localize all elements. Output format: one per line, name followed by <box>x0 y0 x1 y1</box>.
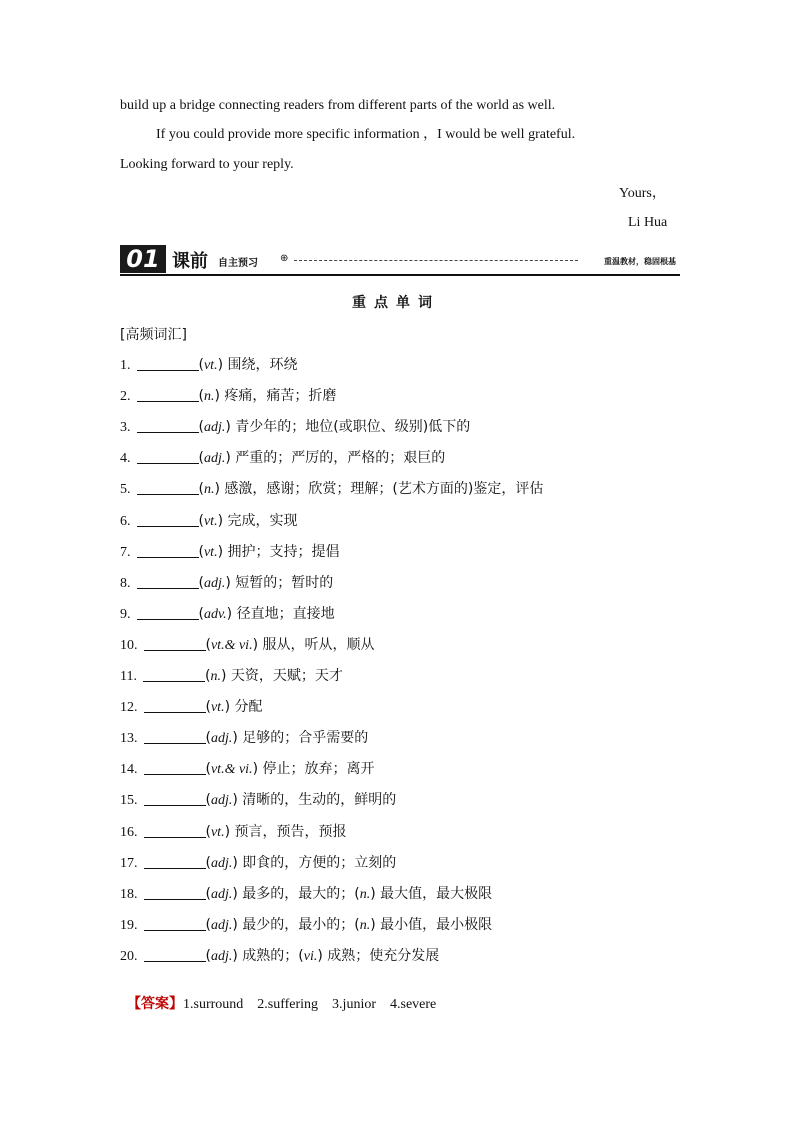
vocab-meaning: 成熟的； <box>242 947 299 964</box>
pos-open-paren: ( <box>205 947 211 964</box>
answer-text: 1.surround 2.suffering 3.junior 4.severe <box>183 997 437 1012</box>
pos-close-paren: ) <box>226 605 237 622</box>
pos-open-paren: ( <box>205 730 211 747</box>
vocab-item <box>120 634 375 654</box>
vocab-meaning: 拥护；支持；提倡 <box>227 543 340 560</box>
answer-blank[interactable] <box>144 698 206 713</box>
vocab-item <box>120 665 343 685</box>
vocab-item <box>120 852 396 872</box>
vocab-item <box>120 572 333 592</box>
vocab-item <box>120 821 347 841</box>
answer-line <box>120 977 436 1013</box>
vocab-number: 8. <box>120 575 131 591</box>
vocab-item <box>120 385 336 405</box>
vocab-number: 9. <box>120 606 131 622</box>
vocab-meaning: 围绕，环绕 <box>227 357 298 373</box>
answer-blank[interactable] <box>144 947 206 962</box>
part-of-speech: adj. <box>203 575 226 591</box>
part-of-speech: adj. <box>210 793 233 809</box>
vocab-number: 14. <box>120 762 138 778</box>
dashed-divider <box>294 260 578 261</box>
pos-open-paren: ( <box>205 792 211 809</box>
vocab-item <box>120 758 375 778</box>
vocab-number: 16. <box>120 824 138 840</box>
vocab-number: 15. <box>120 793 138 809</box>
pos-close-paren: ) <box>217 512 228 529</box>
vocab-meaning: 清晰的，生动的，鲜明的 <box>242 792 397 809</box>
subheading: [高频词汇] <box>120 327 187 343</box>
vocab-number: 6. <box>120 513 131 529</box>
vocab-meaning-2: 最小值，最小极限 <box>380 916 493 933</box>
answer-blank[interactable] <box>137 418 199 433</box>
section-title: 重点单词 <box>352 295 440 311</box>
answer-blank[interactable] <box>137 449 199 464</box>
pos-open-paren: ( <box>198 574 204 591</box>
answer-blank[interactable] <box>144 854 206 869</box>
pos-close-paren: ) <box>232 947 243 964</box>
answer-blank[interactable] <box>137 574 199 589</box>
header-rule <box>120 274 680 276</box>
pos-close-paren: ) <box>225 450 236 467</box>
part-of-speech: vt. <box>210 824 225 840</box>
part-of-speech: adj. <box>210 886 233 902</box>
vocab-item <box>120 541 340 561</box>
vocab-number: 2. <box>120 389 131 405</box>
vocab-item <box>120 883 492 903</box>
answer-blank[interactable] <box>143 667 205 682</box>
section-number-badge: 01 <box>120 245 166 273</box>
vocab-number: 20. <box>120 948 138 964</box>
pos-close-paren: ) <box>224 699 235 716</box>
pos-close-paren: ) <box>232 730 243 747</box>
vocab-item <box>120 727 368 747</box>
vocab-number: 10. <box>120 637 138 653</box>
letter-signature: Li Hua <box>628 215 668 230</box>
pos-close-paren: ) <box>225 574 236 591</box>
pos-close-paren: ) <box>232 916 243 933</box>
vocab-number: 11. <box>120 669 137 684</box>
part-of-speech: adj. <box>203 451 226 467</box>
vocab-item <box>120 696 263 716</box>
vocab-meaning-2: 成熟；使充分发展 <box>327 947 440 964</box>
part-of-speech-2: n. <box>359 886 371 902</box>
part-of-speech: vt.& vi. <box>210 762 253 778</box>
answer-blank[interactable] <box>144 636 206 651</box>
vocab-number: 7. <box>120 544 131 560</box>
vocab-number: 17. <box>120 855 138 871</box>
vocab-item <box>120 510 298 530</box>
part-of-speech: vt. <box>203 544 218 560</box>
part-of-speech: adj. <box>210 948 233 964</box>
pos-open-paren: ( <box>298 947 304 964</box>
vocab-meaning: 最少的，最小的； <box>242 916 355 933</box>
section-header-bar <box>120 245 680 277</box>
pos-close-paren: ) <box>220 668 231 684</box>
pos-close-paren: ) <box>252 761 263 778</box>
vocab-meaning: 径直地；直接地 <box>236 605 335 622</box>
vocab-number: 18. <box>120 886 138 902</box>
letter-line-2: If you could provide more specific information ，I would be well grateful. <box>156 127 576 142</box>
vocab-number: 3. <box>120 420 131 436</box>
pos-open-paren: ( <box>198 419 204 436</box>
pos-close-paren: ) <box>232 885 243 902</box>
answer-blank[interactable] <box>137 605 199 620</box>
pos-open-paren: ( <box>205 916 211 933</box>
pos-close-paren: ) <box>252 636 263 653</box>
part-of-speech: adj. <box>203 420 226 436</box>
pos-open-paren: ( <box>198 543 204 560</box>
pos-close-paren: ) <box>232 792 243 809</box>
answer-blank[interactable] <box>137 543 199 558</box>
vocab-item <box>120 447 445 467</box>
pos-open-paren: ( <box>198 605 204 622</box>
section-header-title: 课前 <box>172 251 208 272</box>
pos-open-paren: ( <box>205 761 211 778</box>
vocab-item <box>120 914 492 934</box>
section-header-tagline: 重温教材，稳固根基 <box>604 257 676 266</box>
section-header-subtitle: 自主预习 <box>218 258 258 269</box>
pos-open-paren: ( <box>205 823 211 840</box>
answer-blank[interactable] <box>144 760 206 775</box>
letter-line-1: build up a bridge connecting readers from different parts of the world as well. <box>120 98 556 113</box>
letter-closing: Yours， <box>619 186 666 201</box>
pos-close-paren: ) <box>317 947 328 964</box>
pos-open-paren: ( <box>354 885 360 902</box>
vocab-number: 4. <box>120 451 131 467</box>
vocab-item <box>120 945 439 965</box>
vocab-meaning: 完成，实现 <box>227 512 298 529</box>
vocab-meaning: 短暂的；暂时的 <box>235 574 334 591</box>
vocab-number: 12. <box>120 700 138 716</box>
answer-blank[interactable] <box>137 512 199 527</box>
vocab-meaning: 严重的；严厉的，严格的；艰巨的 <box>235 450 446 467</box>
part-of-speech-2: vi. <box>303 948 318 964</box>
pos-close-paren: ) <box>214 388 225 405</box>
vocab-meaning: 青少年的；地位(或职位、级别)低下的 <box>235 419 471 436</box>
pos-close-paren: ) <box>217 357 228 373</box>
part-of-speech: adj. <box>210 855 233 871</box>
part-of-speech: adj. <box>210 917 233 933</box>
pos-open-paren: ( <box>198 357 204 373</box>
pos-close-paren: ) <box>232 854 243 871</box>
part-of-speech: vt. <box>203 513 218 529</box>
pos-close-paren: ) <box>224 823 235 840</box>
vocab-item <box>120 603 335 623</box>
vocab-meaning: 停止；放弃；离开 <box>262 761 375 778</box>
vocab-meaning: 分配 <box>234 699 263 716</box>
vocab-number: 1. <box>120 358 131 373</box>
pos-open-paren: ( <box>205 885 211 902</box>
vocab-meaning: 感激，感谢；欣赏；理解；(艺术方面的)鉴定，评估 <box>224 481 544 498</box>
part-of-speech: adv. <box>203 606 227 622</box>
pos-open-paren: ( <box>205 854 211 871</box>
pos-open-paren: ( <box>205 699 211 716</box>
letter-line-3: Looking forward to your reply. <box>120 157 294 172</box>
answer-blank[interactable] <box>144 916 206 931</box>
pos-close-paren: ) <box>370 885 381 902</box>
pos-open-paren: ( <box>354 916 360 933</box>
part-of-speech: n. <box>203 482 215 498</box>
part-of-speech: adj. <box>210 731 233 747</box>
vocab-meaning: 天资，天赋；天才 <box>230 668 343 684</box>
part-of-speech: n. <box>210 669 221 684</box>
vocab-number: 13. <box>120 731 138 747</box>
pos-open-paren: ( <box>205 636 211 653</box>
answer-tag: 【答案】 <box>127 996 183 1012</box>
answer-blank[interactable] <box>137 387 199 402</box>
vocab-meaning: 最多的，最大的； <box>242 885 355 902</box>
answer-blank[interactable] <box>144 885 206 900</box>
pos-close-paren: ) <box>225 419 236 436</box>
pos-close-paren: ) <box>217 543 228 560</box>
vocab-meaning: 服从，听从，顺从 <box>262 636 375 653</box>
vocab-number: 5. <box>120 482 131 498</box>
part-of-speech: vt. <box>210 700 225 716</box>
part-of-speech: n. <box>203 389 215 405</box>
vocab-number: 19. <box>120 917 138 933</box>
pos-open-paren: ( <box>198 481 204 498</box>
vocab-meaning: 预言，预告，预报 <box>234 823 347 840</box>
vocab-item <box>120 789 396 809</box>
part-of-speech-2: n. <box>359 917 371 933</box>
part-of-speech: vt. <box>203 358 218 373</box>
answer-blank[interactable] <box>137 480 199 495</box>
pos-open-paren: ( <box>204 668 211 684</box>
vocab-item <box>120 478 543 498</box>
vocab-meaning: 即食的，方便的；立刻的 <box>242 854 397 871</box>
part-of-speech: vt.& vi. <box>210 637 253 653</box>
vocab-item <box>120 416 470 436</box>
vocab-meaning: 疼痛，痛苦；折磨 <box>224 388 337 405</box>
answer-blank[interactable] <box>137 356 199 371</box>
arrow-icon: ⊕ <box>280 253 289 264</box>
vocab-meaning: 足够的；合乎需要的 <box>242 730 369 747</box>
pos-open-paren: ( <box>198 450 204 467</box>
answer-blank[interactable] <box>144 729 206 744</box>
pos-open-paren: ( <box>198 512 204 529</box>
vocab-meaning-2: 最大值，最大极限 <box>380 885 493 902</box>
pos-close-paren: ) <box>370 916 381 933</box>
pos-open-paren: ( <box>198 388 204 405</box>
vocab-item <box>120 354 298 374</box>
answer-blank[interactable] <box>144 791 206 806</box>
pos-close-paren: ) <box>214 481 225 498</box>
answer-blank[interactable] <box>144 823 206 838</box>
